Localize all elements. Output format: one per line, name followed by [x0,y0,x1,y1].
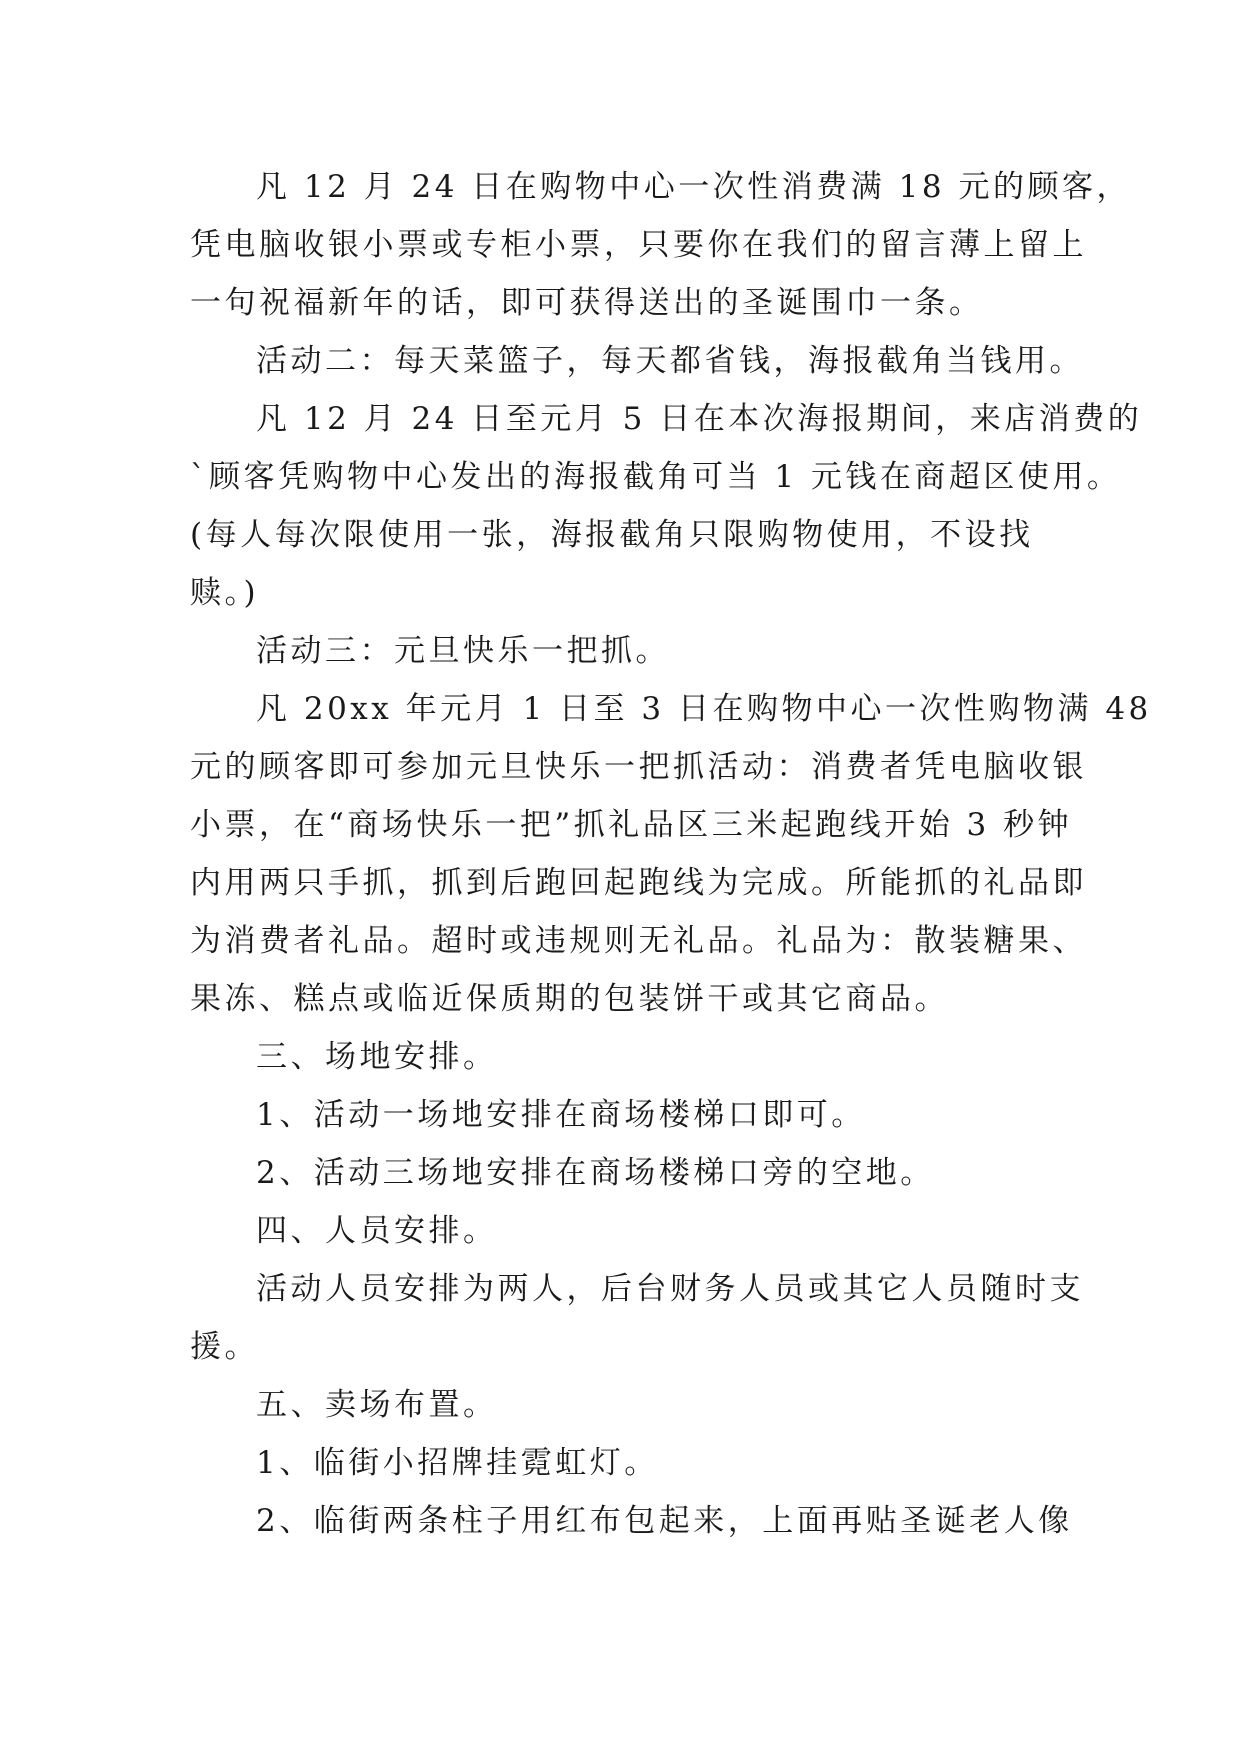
body-line: 凡 12 月 24 日在购物中心一次性消费满 18 元的顾客， [256,169,1131,205]
body-line: 凡 12 月 24 日至元月 5 日在本次海报期间，来店消费的 [256,401,1143,437]
body-line: 元的顾客即可参加元旦快乐一把抓活动：消费者凭电脑收银 [190,749,1087,785]
section-heading: 四、人员安排。 [256,1213,498,1249]
body-line: `顾客凭购物中心发出的海报截角可当 1 元钱在商超区使用。 [190,459,1122,495]
body-line: 凭电脑收银小票或专柜小票，只要你在我们的留言薄上留上 [190,227,1087,263]
body-line: (每人每次限使用一张，海报截角只限购物使用，不设找 [190,517,1034,553]
body-line: 活动人员安排为两人，后台财务人员或其它人员随时支 [256,1271,1084,1307]
body-line: 凡 20xx 年元月 1 日至 3 日在购物中心一次性购物满 48 [256,691,1152,727]
list-item: 2、活动三场地安排在商场楼梯口旁的空地。 [256,1155,935,1191]
body-line: 赎。) [190,575,260,611]
list-item: 2、临街两条柱子用红布包起来，上面再贴圣诞老人像 [256,1503,1073,1539]
body-line: 果冻、糕点或临近保质期的包装饼干或其它商品。 [190,981,949,1017]
body-line: 援。 [190,1329,259,1365]
body-line: 内用两只手抓，抓到后跑回起跑线为完成。所能抓的礼品即 [190,865,1087,901]
list-item: 1、临街小招牌挂霓虹灯。 [256,1445,659,1481]
document-body [190,158,1152,1550]
section-heading: 三、场地安排。 [256,1039,498,1075]
list-item: 1、活动一场地安排在商场楼梯口即可。 [256,1097,866,1133]
section-heading: 五、卖场布置。 [256,1387,498,1423]
section-heading: 活动三：元旦快乐一把抓。 [256,633,670,669]
body-line: 为消费者礼品。超时或违规则无礼品。礼品为：散装糖果、 [190,923,1087,959]
body-line: 一句祝福新年的话，即可获得送出的圣诞围巾一条。 [190,285,984,321]
body-line: 小票，在“商场快乐一把”抓礼品区三米起跑线开始 3 秒钟 [190,807,1073,843]
section-heading: 活动二：每天菜篮子，每天都省钱，海报截角当钱用。 [256,343,1084,379]
